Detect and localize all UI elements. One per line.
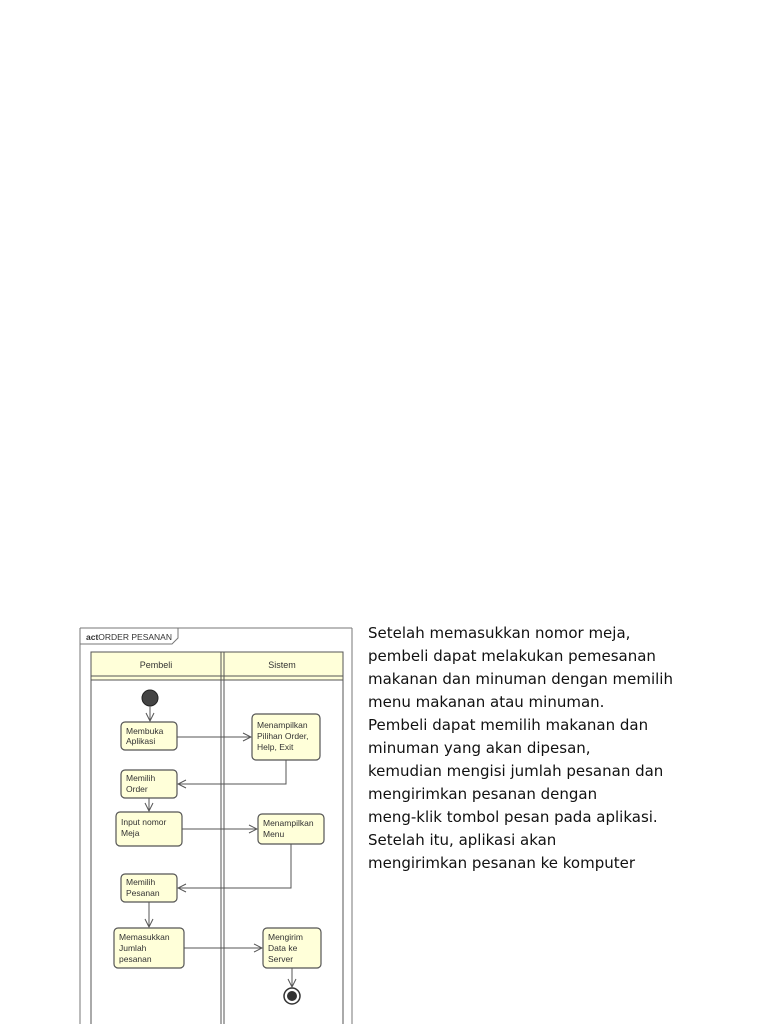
frame-title: ORDER PESANAN bbox=[98, 632, 172, 642]
flow-menampilkan-to-memilih-order bbox=[178, 760, 286, 784]
activity-membuka-aplikasi bbox=[121, 722, 177, 750]
description-line: kemudian mengisi jumlah pesanan dan bbox=[368, 762, 664, 780]
activity-memilih-pesanan bbox=[121, 874, 177, 902]
description-line: menu makanan atau minuman. bbox=[368, 693, 605, 711]
description-line: Setelah memasukkan nomor meja, bbox=[368, 624, 631, 642]
description-paragraph bbox=[368, 622, 763, 875]
description-line: makanan dan minuman dengan memilih bbox=[368, 670, 673, 688]
svg-text:MenampilkanMenu: Menampilkan Menu bbox=[263, 818, 314, 839]
description-line: pembeli dapat melakukan pemesanan bbox=[368, 647, 656, 665]
activity-mengirim-data bbox=[263, 928, 321, 968]
activity-menampilkan-menu bbox=[258, 814, 324, 844]
svg-text:MenampilkanPilihan Order,Help,: Menampilkan Pilihan Order, Help, Exit bbox=[257, 720, 309, 752]
frame-keyword: act bbox=[86, 632, 99, 642]
description-line: mengirimkan pesanan dengan bbox=[368, 785, 598, 803]
description-line: meng-klik tombol pesan pada aplikasi. bbox=[368, 808, 658, 826]
initial-node bbox=[142, 690, 158, 706]
description-line: Pembeli dapat memilih makanan dan bbox=[368, 716, 649, 734]
description-line: mengirimkan pesanan ke komputer bbox=[368, 854, 635, 872]
svg-text:MembukaAplikasi: Membuka Aplikasi bbox=[126, 726, 164, 746]
description-line: minuman yang akan dipesan, bbox=[368, 739, 591, 757]
frame-label bbox=[86, 632, 172, 642]
lane-header-sistem: Sistem bbox=[268, 660, 296, 670]
lane-header-pembeli: Pembeli bbox=[139, 660, 173, 670]
svg-text:MemilihOrder: Memilih Order bbox=[126, 773, 156, 794]
description-line: Setelah itu, aplikasi akan bbox=[368, 831, 557, 849]
activity-memasukkan-jumlah bbox=[114, 928, 184, 968]
svg-text:MemasukkanJumlahpesanan: Memasukkan Jumlah pesanan bbox=[119, 932, 170, 964]
activity-input-nomor-meja bbox=[116, 812, 182, 846]
activity-menampilkan-pilihan bbox=[252, 714, 320, 760]
svg-text:MengirimData keServer: Mengirim Data ke Server bbox=[268, 932, 303, 964]
final-node bbox=[284, 988, 300, 1004]
flow-menu-to-memilih-pesanan bbox=[178, 844, 291, 888]
svg-text:MemilihPesanan: Memilih Pesanan bbox=[126, 877, 160, 898]
svg-text:Input nomorMeja: Input nomor Meja bbox=[121, 817, 167, 838]
activity-memilih-order bbox=[121, 770, 177, 798]
